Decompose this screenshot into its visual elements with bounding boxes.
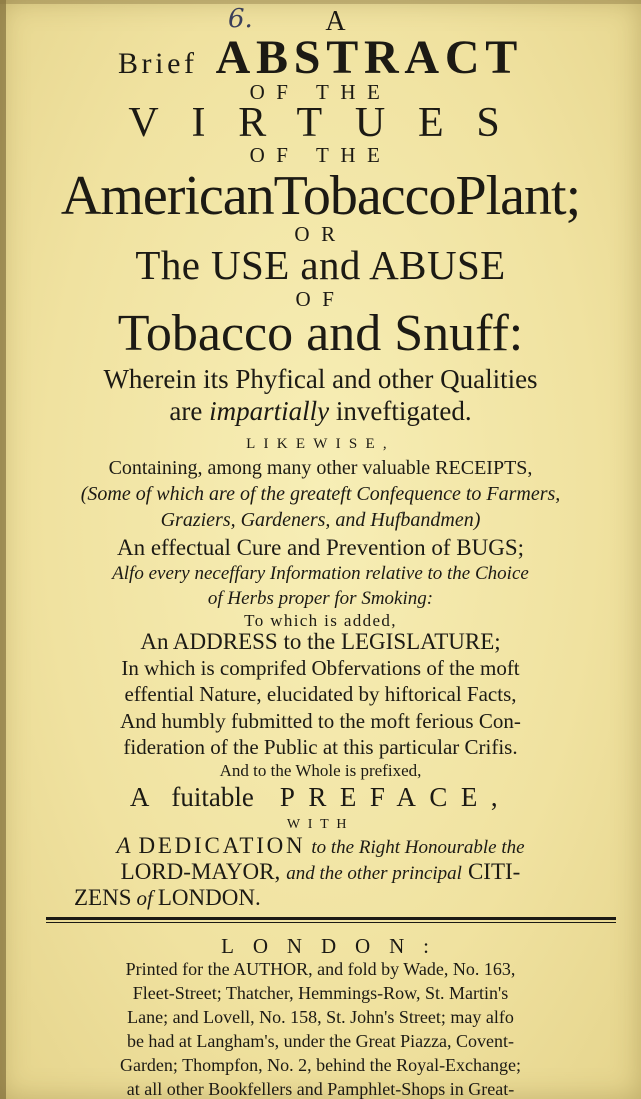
lord-mayor-word: LORD-MAYOR,	[120, 859, 281, 884]
title-wherein: Wherein its Phyfical and other Qualities	[103, 364, 538, 394]
title-impartially-word: impartially	[209, 396, 330, 426]
title-brief: Brief	[117, 47, 198, 80]
also-every-line-2: of Herbs proper for Smoking:	[207, 588, 434, 609]
also-every-line-1: Alfo every neceffary Information relative to the Choice	[112, 563, 529, 584]
title-use-and-abuse: The USE and ABUSE	[135, 242, 506, 288]
title-article: A	[325, 6, 346, 37]
containing-line: Containing, among many other valuable RECEIPTS,	[108, 457, 533, 479]
essential-line: effential Nature, elucidated by hiftorical Facts,	[124, 682, 517, 706]
title-are: are	[169, 396, 203, 426]
imprint-line-4: be had at Langham's, under the Great Piazza, Covent-	[126, 1031, 515, 1051]
humbly-line: And humbly fubmitted to the moft ferious Con-	[120, 709, 521, 733]
zens-of: of	[136, 886, 153, 910]
dedication-line	[0, 834, 641, 857]
whole-prefixed-line: And to the Whole is prefixed,	[219, 761, 422, 780]
preface-word: PREFACE,	[279, 782, 512, 812]
zens-word: ZENS	[74, 885, 132, 910]
title-of: OF	[295, 287, 346, 311]
imprint-line-2: Fleet-Street; Thatcher, Hemmings-Row, St. Martin's	[132, 983, 509, 1003]
zens-london: LONDON.	[157, 885, 261, 910]
likewise-heading: LIKEWISE,	[246, 436, 395, 452]
imprint-line-1: Printed for the AUTHOR, and fold by Wade, No. 163,	[125, 959, 516, 979]
address-line: An ADDRESS to the LEGISLATURE;	[140, 629, 501, 654]
lord-mayor-line	[0, 860, 641, 883]
suitable-word: fuitable	[171, 782, 254, 812]
title-virtues: VIRTUES	[128, 100, 533, 146]
imprint-line-5: Garden; Thompfon, No. 2, behind the Royal-Exchange;	[119, 1055, 522, 1075]
in-which-line: In which is comprifed Obfervations of the moft	[121, 656, 520, 680]
double-rule-thin	[46, 922, 616, 923]
page-top-edge	[0, 0, 641, 4]
dedication-word: DEDICATION	[138, 833, 306, 858]
some-of-which-line-2: Graziers, Gardeners, and Hufbandmen)	[160, 509, 481, 531]
title-investigated: inveftigated.	[335, 396, 472, 426]
title-american-tobacco-plant: AmericanTobaccoPlant;	[60, 165, 581, 227]
dedication-rest: to the Right Honourable the	[311, 837, 525, 858]
zens-london-line	[74, 886, 261, 909]
lord-mayor-mid: and the other principal	[286, 863, 462, 884]
imprint-city: LONDON:	[221, 934, 448, 958]
dedication-a: A	[116, 833, 131, 858]
title-impartially	[0, 398, 641, 425]
suitable-preface-line	[0, 784, 641, 811]
title-abstract: ABSTRACT	[215, 31, 524, 84]
effectual-cure-line: An effectual Cure and Prevention of BUGS;	[116, 535, 525, 560]
handwritten-page-number: 6.	[228, 4, 253, 34]
suitable-a: A	[129, 782, 150, 812]
title-of-the-2: OF THE	[249, 143, 392, 167]
title-of-the-1: OF THE	[249, 80, 392, 104]
lord-mayor-citi: CITI-	[467, 859, 521, 884]
title-tobacco-and-snuff: Tobacco and Snuff:	[117, 305, 524, 362]
imprint-line-3: Lane; and Lovell, No. 158, St. John's Street; may alfo	[127, 1007, 514, 1027]
to-which-added: To which is added,	[244, 611, 397, 630]
some-of-which-line-1: (Some of which are of the greateft Confequence to Farmers,	[80, 483, 561, 505]
title-or: OR	[294, 222, 347, 246]
imprint-line-6: at all other Bookfellers and Pamphlet-Shops in Great-	[126, 1079, 515, 1099]
consideration-line: fideration of the Public at this particular Crifis.	[123, 735, 518, 759]
title-brief-abstract	[0, 31, 641, 84]
double-rule-thick	[46, 917, 616, 920]
with-line: WITH	[286, 817, 355, 832]
